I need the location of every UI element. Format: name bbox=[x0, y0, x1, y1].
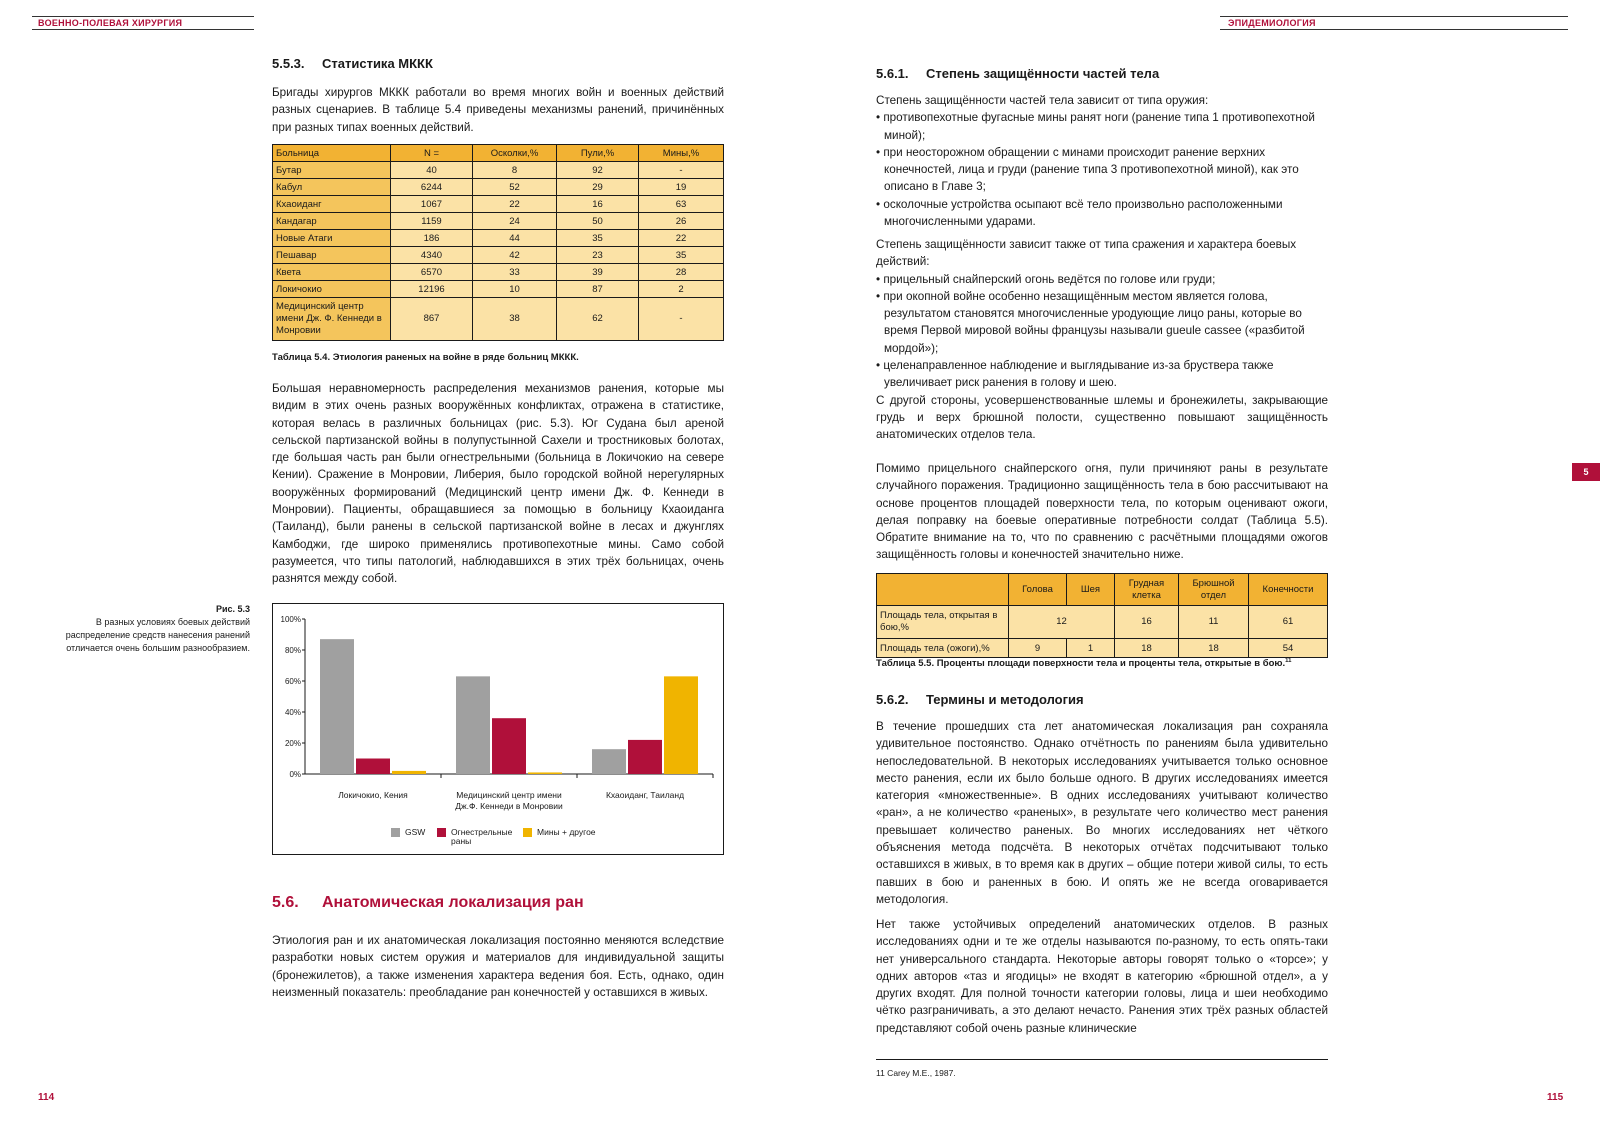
table-row bbox=[273, 213, 724, 230]
section-heading-5-6 bbox=[272, 894, 584, 912]
table-cell: Кабул bbox=[273, 179, 391, 196]
table-header-cell: Больница bbox=[273, 145, 391, 162]
table-cell: 9 bbox=[1009, 639, 1067, 658]
table-5-4 bbox=[272, 144, 724, 341]
table-cell: 40 bbox=[391, 162, 473, 179]
table-cell: Новые Атаги bbox=[273, 230, 391, 247]
table-cell: 50 bbox=[557, 213, 639, 230]
section-title: Степень защищённости частей тела bbox=[926, 66, 1160, 81]
table-5-5 bbox=[876, 573, 1328, 658]
page-number-right: 115 bbox=[1547, 1092, 1564, 1103]
bar bbox=[592, 749, 626, 774]
y-tick-label: 0% bbox=[289, 770, 301, 779]
table-cell: 87 bbox=[557, 281, 639, 298]
list-item: • прицельный снайперский огонь ведётся по голове или груди; bbox=[876, 271, 1328, 288]
table-header-cell: Конечности bbox=[1249, 574, 1328, 606]
section-heading-5-6-1 bbox=[876, 66, 1159, 81]
list-item: • противопехотные фугасные мины ранят ноги (ранение типа 1 противопехотной миной); bbox=[876, 109, 1328, 144]
section-heading-5-5-3 bbox=[272, 56, 433, 71]
running-head-left bbox=[32, 16, 254, 30]
page-number-left: 114 bbox=[38, 1092, 55, 1103]
table-cell: 54 bbox=[1249, 639, 1328, 658]
bar bbox=[528, 772, 562, 774]
bar bbox=[320, 639, 354, 774]
x-tick-label: Дж.Ф. Кеннеди в Монровии bbox=[455, 801, 563, 811]
table-header-row bbox=[877, 574, 1328, 606]
legend-label: Огнестрельные bbox=[451, 827, 513, 837]
table-cell: 38 bbox=[473, 298, 557, 341]
table-cell: 6570 bbox=[391, 264, 473, 281]
table-cell: Медицинский центр имени Дж. Ф. Кеннеди в Монровии bbox=[273, 298, 391, 341]
table-header-cell: Шея bbox=[1067, 574, 1115, 606]
legend-swatch bbox=[391, 828, 400, 837]
table-row bbox=[877, 639, 1328, 658]
paragraph-intro: Степень защищённости зависит также от типа сражения и характера боевых действий: bbox=[876, 238, 1297, 269]
legend-label: Мины + другое bbox=[537, 827, 596, 837]
bullet-list bbox=[876, 109, 1328, 230]
table-cell: 1067 bbox=[391, 196, 473, 213]
y-tick-label: 80% bbox=[284, 646, 301, 655]
table-cell: Бутар bbox=[273, 162, 391, 179]
table-cell: 61 bbox=[1249, 606, 1328, 639]
table-row bbox=[273, 247, 724, 264]
table-cell: 44 bbox=[473, 230, 557, 247]
figure-5-3-chart bbox=[272, 603, 724, 855]
list-item: • при неосторожном обращении с минами происходит ранение верхних конечностей, лица и груди (ранение типа 3 противопехотной миной), как это описано в Главе 3; bbox=[876, 144, 1328, 196]
table-5-4-caption: Таблица 5.4. Этиология раненых на войне в ряде больниц МККК. bbox=[272, 352, 579, 363]
table-row bbox=[273, 298, 724, 341]
table-cell: 26 bbox=[639, 213, 724, 230]
table-header-cell bbox=[877, 574, 1009, 606]
bar bbox=[392, 771, 426, 774]
table-row bbox=[273, 196, 724, 213]
running-head-right bbox=[1220, 16, 1568, 30]
paragraph-intro: Бригады хирургов МККК работали во время многих войн и военных действий разных сценариев. В таблице 5.4 приведены механизмы ранений, причинённых при разных типах военных действий. bbox=[272, 86, 724, 134]
table-cell: 24 bbox=[473, 213, 557, 230]
bar bbox=[664, 676, 698, 774]
table-cell: 42 bbox=[473, 247, 557, 264]
table-cell: - bbox=[639, 298, 724, 341]
paragraph-body: Помимо прицельного снайперского огня, пули причиняют раны в результате случайного поражения. Традиционно защищённость тела в бою рассчитывают на основе процентов площадей поверхности тела, по которым оценивают ожоги, делая поправку на боевые оперативные потребности солдат (Таблица 5.5). Обратите внимание на то, что по сравнению с расчётными площадями ожогов защищённость головы и конечностей значительно ниже. bbox=[876, 462, 1328, 562]
table-row bbox=[273, 230, 724, 247]
table-row bbox=[877, 606, 1328, 639]
table-cell: Пешавар bbox=[273, 247, 391, 264]
x-tick-label: Медицинский центр имени bbox=[456, 790, 562, 800]
table-cell: 186 bbox=[391, 230, 473, 247]
table-cell: 2 bbox=[639, 281, 724, 298]
table-cell: 12196 bbox=[391, 281, 473, 298]
x-tick-label: Кхаоиданг, Таиланд bbox=[605, 790, 685, 800]
legend-label: GSW bbox=[405, 827, 426, 837]
table-header-cell: Пули,% bbox=[557, 145, 639, 162]
list-item: • целенаправленное наблюдение и выглядывание из-за бруствера также увеличивает риск ранения в голову и шею. bbox=[876, 357, 1328, 392]
table-cell: Площадь тела (ожоги),% bbox=[877, 639, 1009, 658]
y-tick-label: 60% bbox=[284, 677, 301, 686]
bar bbox=[492, 718, 526, 774]
running-head-text: ЭПИДЕМИОЛОГИЯ bbox=[1228, 18, 1316, 28]
table-cell: 52 bbox=[473, 179, 557, 196]
table-cell: 16 bbox=[1115, 606, 1179, 639]
y-tick-label: 100% bbox=[280, 615, 301, 624]
table-cell: 1159 bbox=[391, 213, 473, 230]
section-title: Термины и методология bbox=[926, 692, 1084, 707]
x-tick-label: Локичокио, Кения bbox=[338, 790, 408, 800]
section-number: 5.6. bbox=[272, 894, 299, 911]
table-cell: Площадь тела, открытая в бою,% bbox=[877, 606, 1009, 639]
paragraph-body: Большая неравномерность распределения механизмов ранения, которые мы видим в этих очень разных вооружённых конфликтах, отражена в статистике, которая велась в различных больницах (рис. 5.3). Юг Судана был ареной сельской партизанской войны в полупустынной Сахели и тростниковых болотах, где большая часть ран были огнестрельными (больница в Локичокио на севере Кении). Сражение в Монровии, Либерия, было городской войной нерегулярных вооружённых формирований (Медицинский центр имени Дж. Ф. Кеннеди в Монровии). Пациенты, обращавшиеся за помощью в больницу Кхаоиданга (Таиланд), были ранены в сельской партизанской войне в лесах и джунглях Камбоджи, где широко применялись противопехотные мины. Само собой разумеется, что типы патологий, наблюдавшихся в этих трёх больницах, очень разнятся между собой. bbox=[272, 382, 724, 586]
y-tick-label: 40% bbox=[284, 708, 301, 717]
table-cell: Кхаоиданг bbox=[273, 196, 391, 213]
figure-description: В разных условиях боевых действий распределение средств нанесения ранений отличается очень большим разнообразием. bbox=[65, 617, 250, 653]
table-header-row bbox=[273, 145, 724, 162]
section-title: Статистика МККК bbox=[322, 56, 433, 71]
bar bbox=[456, 676, 490, 774]
bullet-block-weapons bbox=[876, 92, 1328, 230]
running-head-text: ВОЕННО-ПОЛЕВАЯ ХИРУРГИЯ bbox=[38, 18, 183, 28]
table-header-cell: Грудная клетка bbox=[1115, 574, 1179, 606]
table-cell: Квета bbox=[273, 264, 391, 281]
table-cell: 11 bbox=[1179, 606, 1249, 639]
table-cell: 6244 bbox=[391, 179, 473, 196]
table-cell: 35 bbox=[557, 230, 639, 247]
table-cell: 35 bbox=[639, 247, 724, 264]
bar bbox=[628, 740, 662, 774]
section-number: 5.5.3. bbox=[272, 56, 305, 71]
table-cell: 29 bbox=[557, 179, 639, 196]
footnote: 11 Carey M.E., 1987. bbox=[876, 1068, 956, 1078]
table-cell: Кандагар bbox=[273, 213, 391, 230]
legend-swatch bbox=[523, 828, 532, 837]
list-item: • при окопной войне особенно незащищённым местом является голова, результатом становятся многочисленные уродующие лицо раны, которые во время Первой мировой войны французы называли gueule cassee («разбитой мордой»); bbox=[876, 288, 1328, 357]
table-cell: 22 bbox=[473, 196, 557, 213]
paragraph-body: Этиология ран и их анатомическая локализация постоянно меняются вследствие разработки новых систем оружия и материалов для индивидуальной защиты (бронежилетов), а также изменения характера ведения боя. Есть, однако, один неизменный показатель: преобладание ран конечностей у оставшихся в живых. bbox=[272, 934, 724, 999]
table-cell: 1 bbox=[1067, 639, 1115, 658]
table-cell: 12 bbox=[1009, 606, 1115, 639]
legend-label: раны bbox=[451, 836, 472, 846]
table-cell: 4340 bbox=[391, 247, 473, 264]
figure-5-3-caption bbox=[60, 603, 250, 655]
footnote-ref: 11 bbox=[1285, 658, 1292, 664]
section-number: 5.6.2. bbox=[876, 692, 909, 707]
table-row bbox=[273, 179, 724, 196]
list-item: • осколочные устройства осыпают всё тело произвольно расположенными многочисленными ударами. bbox=[876, 196, 1328, 231]
table-cell: 16 bbox=[557, 196, 639, 213]
figure-label: Рис. 5.3 bbox=[215, 604, 250, 614]
table-cell: 22 bbox=[639, 230, 724, 247]
table-cell: 39 bbox=[557, 264, 639, 281]
section-title: Анатомическая локализация ран bbox=[322, 894, 584, 911]
legend-swatch bbox=[437, 828, 446, 837]
table-cell: 63 bbox=[639, 196, 724, 213]
paragraph-body: В течение прошедших ста лет анатомическая локализация ран сохраняла удивительное постоянство. Однако отчётность по ранениям была удивительно непоследовательной. В некоторых исследованиях учитывается только основное место ранения, если их было больше одного. В других исследованиях имеется категория «множественные». В одних исследованиях учитывают количество «ран», а не количество «раненых», в результате чего количество мест ранения превышает количество раненых. Во многих исследованиях нет чёткого объяснения метода подсчёта. В некоторых отчётах подсчитывают только оставшихся в живых, в то время как в других – общие потери живой силы, то есть павших в бою и раненных в бою. И опять же не всегда оговаривается методология. bbox=[876, 720, 1328, 906]
table-row bbox=[273, 281, 724, 298]
bullet-block-combat bbox=[876, 236, 1328, 444]
table-cell: 62 bbox=[557, 298, 639, 341]
table-5-5-caption bbox=[876, 658, 1291, 669]
chapter-tab: 5 bbox=[1572, 463, 1600, 481]
paragraph-intro: Степень защищённости частей тела зависит от типа оружия: bbox=[876, 94, 1209, 107]
bar bbox=[356, 759, 390, 775]
table-cell: 33 bbox=[473, 264, 557, 281]
table-cell: Локичокио bbox=[273, 281, 391, 298]
caption-text: Таблица 5.5. Проценты площади поверхности тела и проценты тела, открытые в бою. bbox=[876, 658, 1286, 670]
section-heading-5-6-2 bbox=[876, 692, 1084, 707]
bullet-list bbox=[876, 271, 1328, 392]
table-cell: 19 bbox=[639, 179, 724, 196]
paragraph-body: С другой стороны, усовершенствованные шлемы и бронежилеты, закрывающие грудь и верх брюшной полости, существенно повышают защищённость анатомических отделов тела. bbox=[876, 393, 1328, 442]
bar-chart bbox=[273, 604, 725, 856]
table-cell: 23 bbox=[557, 247, 639, 264]
table-header-cell: Мины,% bbox=[639, 145, 724, 162]
table-cell: 867 bbox=[391, 298, 473, 341]
paragraph-body: Нет также устойчивых определений анатомических отделов. В разных исследованиях одни и те же отделы называются по-разному, то есть опять-таки нет универсального стандарта. Некоторые авторы говорят только о «торсе»; у одних авторов «таз и ягодицы» не входят в категорию «брюшной отдел», а у других входят. Для полной точности категории головы, лица и шеи необходимо чётко разграничивать, а это делают нечасто. Ранения этих трёх разных областей представляют собой очень разные клинические bbox=[876, 918, 1328, 1035]
right-page bbox=[800, 0, 1600, 1132]
section-number: 5.6.1. bbox=[876, 66, 909, 81]
table-cell: 28 bbox=[639, 264, 724, 281]
table-cell: 92 bbox=[557, 162, 639, 179]
y-tick-label: 20% bbox=[284, 739, 301, 748]
table-header-cell: Осколки,% bbox=[473, 145, 557, 162]
table-row bbox=[273, 162, 724, 179]
table-cell: 10 bbox=[473, 281, 557, 298]
table-header-cell: Брюшной отдел bbox=[1179, 574, 1249, 606]
table-cell: - bbox=[639, 162, 724, 179]
table-header-cell: Голова bbox=[1009, 574, 1067, 606]
table-cell: 18 bbox=[1115, 639, 1179, 658]
table-cell: 8 bbox=[473, 162, 557, 179]
table-row bbox=[273, 264, 724, 281]
table-header-cell: N = bbox=[391, 145, 473, 162]
footnote-rule bbox=[876, 1059, 1328, 1060]
table-cell: 18 bbox=[1179, 639, 1249, 658]
